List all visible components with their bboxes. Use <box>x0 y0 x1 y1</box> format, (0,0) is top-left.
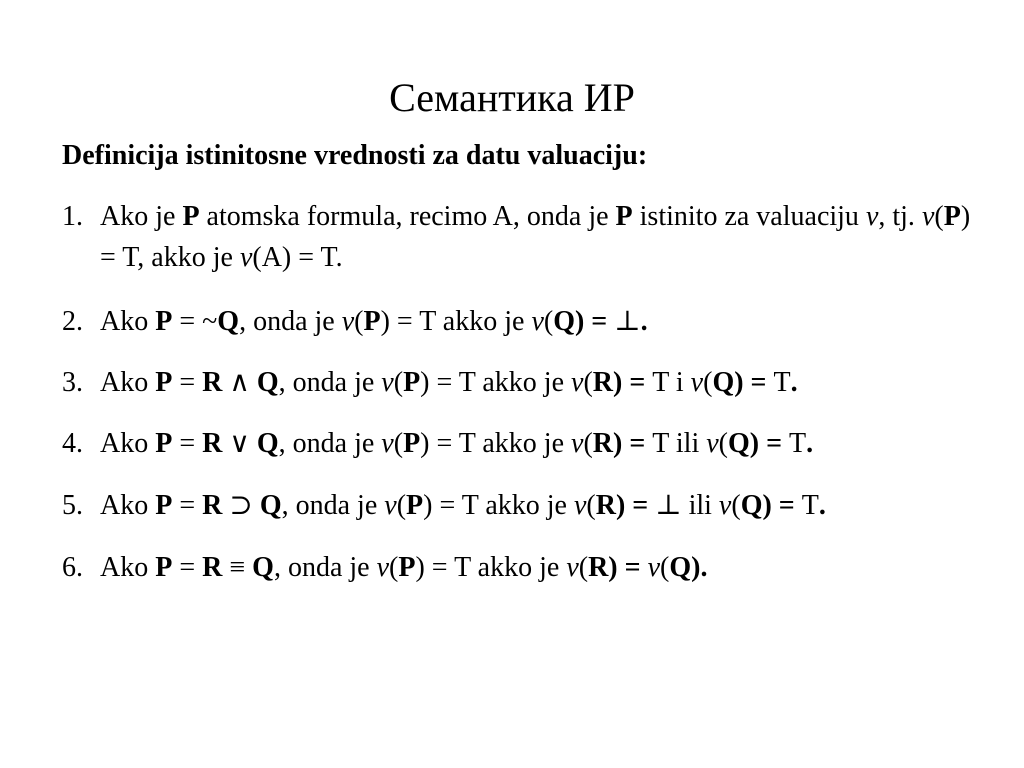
definition-heading: Definicija istinitosne vrednosti za datu valuaciju: <box>62 140 648 171</box>
list-item-6 <box>62 547 982 588</box>
bold-text: Q <box>217 306 240 337</box>
bold-text: R) = <box>592 367 653 398</box>
text-segment: , onda je <box>239 306 342 337</box>
text-segment: Ako <box>100 428 156 459</box>
italic-text: v <box>566 552 579 583</box>
bold-text: P <box>615 201 633 232</box>
italic-text: v <box>865 201 879 232</box>
item-number: 3. <box>62 367 83 398</box>
text-segment: T i <box>652 367 691 398</box>
text-segment: ≡ <box>222 552 253 583</box>
text-segment: (A) = T. <box>252 242 343 273</box>
text-segment: ( <box>389 552 399 583</box>
text-segment: ) = T akko je <box>420 367 572 398</box>
text-segment: ( <box>354 306 364 337</box>
text-segment: Ako <box>100 490 156 521</box>
bold-text: R) = <box>588 552 648 583</box>
text-segment: ( <box>393 428 404 459</box>
bold-text: R <box>202 490 223 521</box>
bold-text: P <box>155 552 173 583</box>
italic-text: v <box>239 242 253 273</box>
item-number: 5. <box>62 490 83 521</box>
item-number: 4. <box>62 428 83 459</box>
italic-text: v <box>381 367 394 398</box>
bold-text: R <box>202 428 223 459</box>
bold-text: Q) = <box>727 428 790 459</box>
text-segment: ( <box>578 552 589 583</box>
item-number: 1. <box>62 201 83 232</box>
bold-text: P <box>182 201 200 232</box>
text-segment: ( <box>543 306 554 337</box>
list-item-3 <box>62 362 982 403</box>
item-text <box>100 423 982 464</box>
text-segment: = <box>172 490 203 521</box>
italic-text: v <box>706 428 719 459</box>
italic-text: v <box>573 490 587 521</box>
text-segment: T ili <box>652 428 707 459</box>
bold-text: Q) = <box>740 490 802 521</box>
bold-text: Q <box>256 428 279 459</box>
italic-text: v <box>384 490 397 521</box>
text-segment: ⊃ <box>222 490 260 521</box>
bold-text: P <box>155 428 173 459</box>
bold-text: P <box>363 306 381 337</box>
text-segment: ) = T akko je <box>420 428 572 459</box>
text-segment: , onda je <box>278 428 382 459</box>
italic-text: v <box>381 428 394 459</box>
text-segment: Ako <box>100 306 156 337</box>
bold-text: P <box>155 490 173 521</box>
italic-text: v <box>341 306 355 337</box>
bold-text: R) = <box>595 490 656 521</box>
bold-text: Q <box>259 490 282 521</box>
text-segment: , onda je <box>273 552 377 583</box>
italic-text: v <box>531 306 544 337</box>
italic-text: v <box>571 367 584 398</box>
text-segment: Ako <box>100 552 156 583</box>
text-segment: ( <box>718 428 728 459</box>
bold-text: P <box>403 428 421 459</box>
text-segment: ( <box>393 367 404 398</box>
text-segment: ( <box>583 428 593 459</box>
bold-text: . <box>818 490 826 521</box>
text-segment: ∨ <box>222 428 257 459</box>
text-segment: T <box>801 490 819 521</box>
italic-text: v <box>718 490 732 521</box>
bold-text: P <box>155 306 173 337</box>
text-segment: T <box>773 367 791 398</box>
text-segment: ) = T akko je <box>423 490 574 521</box>
bold-text: R) = <box>592 428 653 459</box>
text-segment: ( <box>731 490 741 521</box>
italic-text: v <box>376 552 390 583</box>
text-segment: ( <box>934 201 944 232</box>
text-segment: istinito za valuaciju <box>632 201 866 232</box>
bold-text: Q <box>256 367 279 398</box>
slide-title: Семантика ИР <box>389 75 635 120</box>
bold-text: Q) = <box>712 367 774 398</box>
item-text <box>100 485 982 526</box>
text-segment: = <box>172 367 203 398</box>
italic-text: v <box>647 552 661 583</box>
item-text <box>100 547 982 588</box>
item-number: 6. <box>62 552 83 583</box>
text-segment: ( <box>583 367 593 398</box>
bold-text: . <box>640 306 648 337</box>
text-segment: Ako <box>100 367 156 398</box>
bold-text: Q <box>252 552 274 583</box>
italic-text: v <box>571 428 584 459</box>
list-item-4 <box>62 423 982 464</box>
text-segment: = <box>172 428 203 459</box>
text-segment: Ako je <box>100 201 183 232</box>
list-item-1 <box>62 196 982 278</box>
bold-text: P <box>398 552 416 583</box>
text-segment: ⊥ <box>614 306 641 337</box>
text-segment: ( <box>396 490 407 521</box>
text-segment: T <box>789 428 807 459</box>
bold-text: Q). <box>669 552 708 583</box>
text-segment: atomska formula, recimo A, onda je <box>199 201 616 232</box>
bold-text: P <box>406 490 424 521</box>
item-text <box>100 196 982 278</box>
bold-text: P <box>403 367 421 398</box>
text-segment: ∧ <box>222 367 257 398</box>
italic-text: v <box>921 201 935 232</box>
item-text <box>100 301 982 342</box>
text-segment: ) = T akko je <box>415 552 567 583</box>
list-item-5 <box>62 485 982 526</box>
list-item-2 <box>62 301 982 342</box>
bold-text: . <box>790 367 798 398</box>
bold-text: R <box>202 552 223 583</box>
item-text <box>100 362 982 403</box>
text-segment: = <box>172 552 203 583</box>
text-segment: ( <box>586 490 596 521</box>
text-segment: ⊥ ili <box>655 490 719 521</box>
text-segment: ) = T, akko je <box>100 201 971 273</box>
text-segment: , tj. <box>878 201 922 232</box>
bold-text: R <box>202 367 223 398</box>
text-segment: = ~ <box>172 306 218 337</box>
italic-text: v <box>690 367 704 398</box>
bold-text: . <box>806 428 814 459</box>
bold-text: Q) = <box>553 306 615 337</box>
text-segment: , onda je <box>278 367 382 398</box>
bold-text: P <box>155 367 173 398</box>
bold-text: P <box>943 201 961 232</box>
text-segment: ( <box>703 367 713 398</box>
text-segment: ) = T akko je <box>380 306 532 337</box>
text-segment: ( <box>660 552 670 583</box>
item-number: 2. <box>62 306 83 337</box>
text-segment: , onda je <box>281 490 385 521</box>
